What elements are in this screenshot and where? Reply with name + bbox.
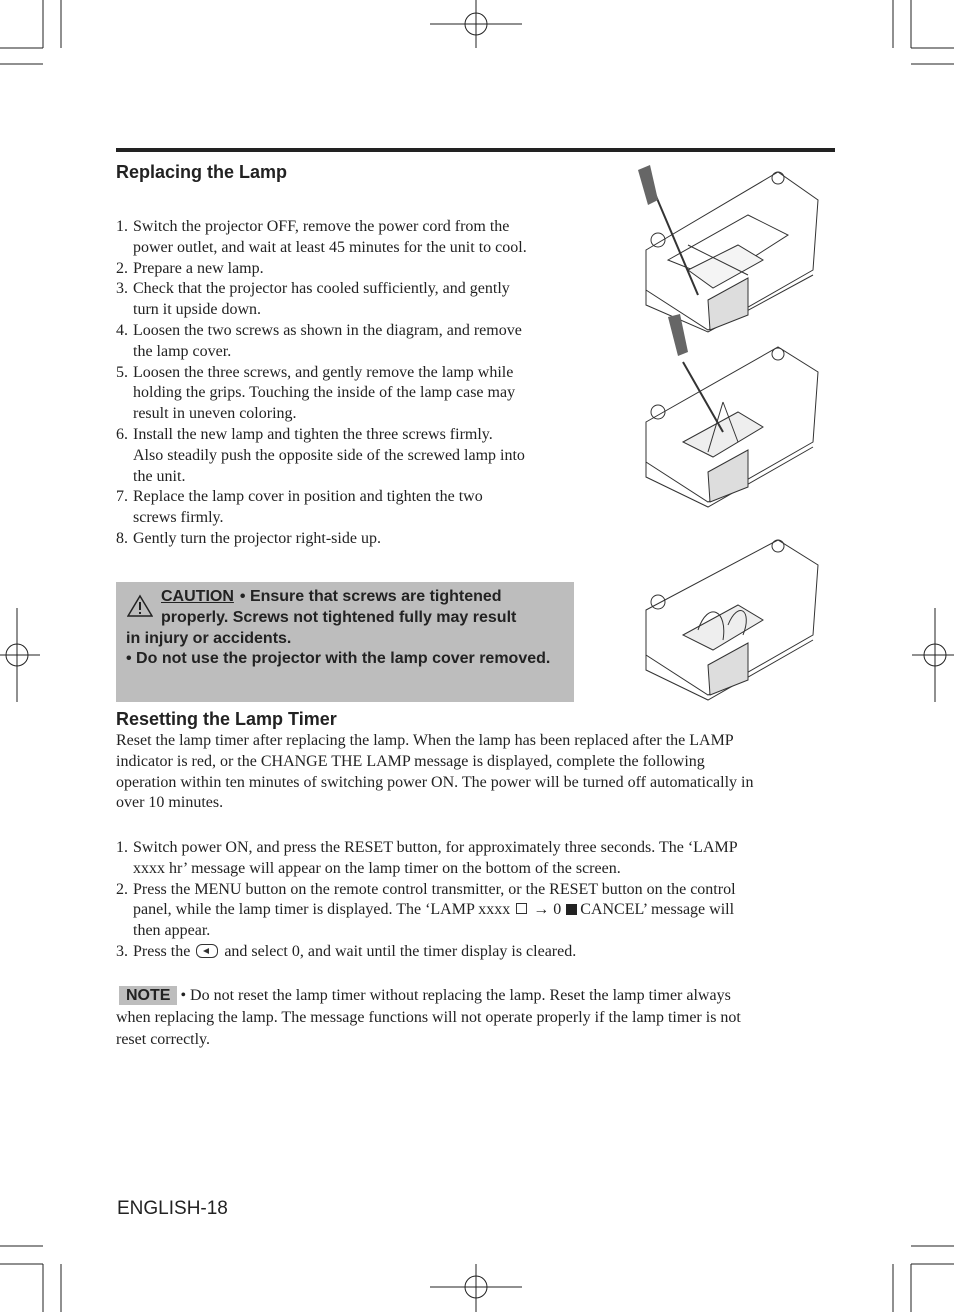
list-item: 8. Gently turn the projector right-side up.	[116, 529, 381, 547]
filled-square-icon	[566, 904, 577, 915]
caution-box	[116, 582, 574, 702]
section-heading-reset-timer: Resetting the Lamp Timer	[116, 709, 337, 729]
caution-bullet-2: • Do not use the projector with the lamp cover removed.	[126, 650, 551, 668]
projector-diagram-remove-cover	[628, 160, 828, 335]
caution-text-3: in injury or accidents.	[126, 629, 292, 647]
list-item: 1. Switch the projector OFF, remove the power cord from the power outlet, and wait at least 45 minutes for the unit to cool.	[116, 218, 527, 256]
caution-text-2: properly. Screws not tightened fully may result	[161, 608, 517, 626]
page-number: ENGLISH-18	[117, 1198, 228, 1219]
warning-icon	[127, 594, 153, 618]
projector-diagram-lift-lamp	[628, 530, 828, 705]
projector-diagram-unscrew-lamp	[628, 312, 828, 517]
section-heading-replacing-lamp: Replacing the Lamp	[116, 162, 288, 182]
list-item: 4. Loosen the two screws as shown in the diagram, and remove the lamp cover.	[116, 321, 522, 360]
note-block: NOTE • Do not reset the lamp timer without replacing the lamp. Reset the lamp timer always when replacing the lamp. The message functions will not operate properly if the lamp timer is not reset correctly.	[116, 987, 741, 1048]
list-item: 2. Prepare a new lamp.	[116, 259, 264, 277]
list-item: 2. Press the MENU button on the remote control transmitter, or the RESET button on the control panel, while the lamp timer is displayed. The ‘LAMP xxxx → 0 CANCEL’ message will then appear.	[116, 880, 736, 940]
list-item: 1. Switch power ON, and press the RESET button, for approximately three seconds. The ‘LAMP xxxx hr’ message will appear on the lamp timer on the bottom of the screen.	[116, 839, 738, 877]
section-top-rule	[116, 148, 835, 152]
caution-label: CAUTION	[161, 588, 234, 605]
empty-square-icon	[516, 903, 527, 914]
lamp-replacement-steps	[116, 217, 586, 550]
note-label: NOTE	[119, 986, 177, 1005]
list-item: 6. Install the new lamp and tighten the three screws firmly. Also steadily push the opposite side of the screwed lamp into the unit.	[116, 425, 525, 485]
list-item: 3. Press the and select 0, and wait until the timer display is cleared.	[116, 942, 577, 960]
list-item: 3. Check that the projector has cooled sufficiently, and gently turn it upside down.	[116, 280, 510, 319]
left-arrow-key-icon	[196, 944, 218, 958]
caution-text-1: • Ensure that screws are tightened	[239, 588, 502, 605]
list-item: 5. Loosen the three screws, and gently remove the lamp while holding the grips. Touching the inside of the lamp case may result in uneven coloring.	[116, 363, 516, 423]
list-item: 7. Replace the lamp cover in position and tighten the two screws firmly.	[116, 488, 483, 527]
reset-timer-steps	[116, 838, 836, 963]
reset-intro-paragraph: Reset the lamp timer after replacing the lamp. When the lamp has been replaced after the LAMP indicator is red, or the CHANGE THE LAMP message is displayed, complete the following operation within ten minutes of switching power ON. The power will be turned off automatically in over 10 minutes.	[116, 732, 754, 812]
